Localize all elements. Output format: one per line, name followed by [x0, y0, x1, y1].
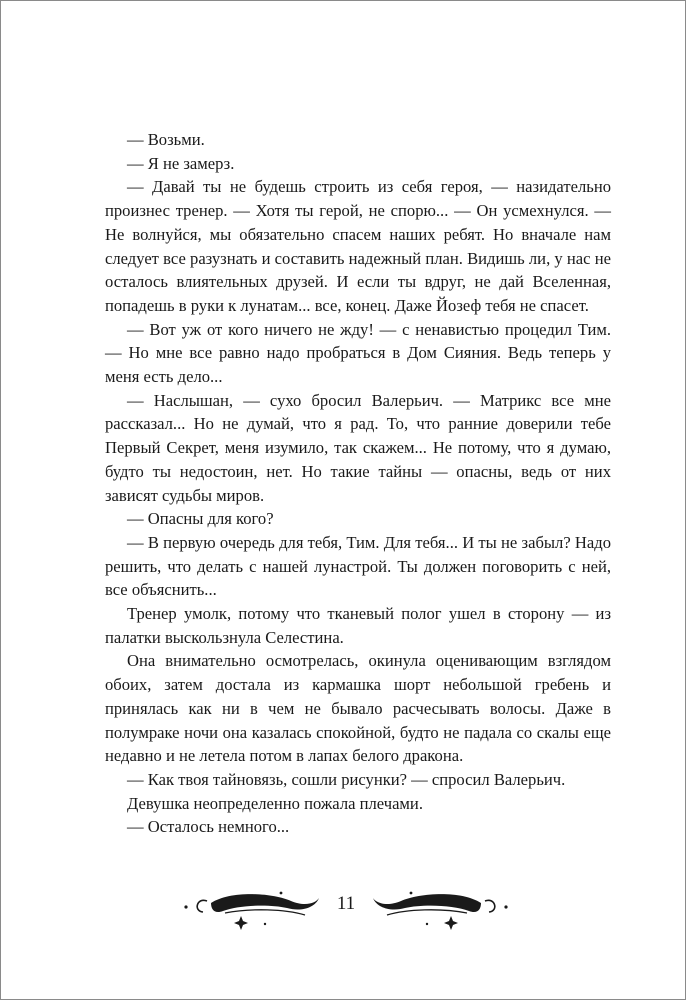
paragraph: — Опасны для кого? — [127, 509, 274, 529]
paragraph: — Вот уж от кого ничего не жду! — с ненавистью процедил Тим. — Но мне все равно надо пробраться в Дом Сияния. Ведь теперь у меня есть дело... — [105, 319, 611, 387]
paragraph: — Как твоя тайновязь, сошли рисунки? — спросил Валерьич. — [127, 769, 566, 789]
paragraph: Девушка неопределенно пожала плечами. — [127, 793, 423, 813]
left-flourish-ornament — [181, 881, 327, 931]
page-footer — [181, 881, 511, 931]
paragraph: Тренер умолк, потому что тканевый полог ушел в сторону — из палатки выскользнула Селестина. — [105, 604, 611, 647]
paragraph: — В первую очередь для тебя, Тим. Для тебя... И ты не забыл? Надо решить, что делать с нашей лунастрой. Ты должен поговорить с ней, все объяснить... — [105, 532, 611, 600]
page-text — [105, 128, 611, 839]
paragraph: — Давай ты не будешь строить из себя героя, — назидательно произнес тренер. — Хотя ты герой, не спорю... — Он усмехнулся. — Не волнуйся, мы обязательно спасем наших ребят. Но вначале нам следует все разузнать и составить надежный план. Видишь ли, у нас не осталось влиятельных друзей. И если ты вдруг, не дай Вселенная, попадешь в руки к лунатам... все, конец. Даже Йозеф тебя не спасет. — [105, 177, 611, 315]
paragraph: Она внимательно осмотрелась, окинула оценивающим взглядом обоих, затем достала из кармашка шорт небольшой гребень и принялась как ни в чем не бывало расчесывать волосы. Даже в полумраке ночи она казалась спокойной, будто не падала со скалы еще недавно и не летела потом в лапах белого дракона. — [105, 651, 611, 766]
paragraph: — Возьми. — [127, 130, 205, 149]
paragraph: — Осталось немного... — [127, 817, 290, 837]
paragraph: — Я не замерз. — [127, 153, 235, 173]
page-number: 11 — [336, 893, 356, 914]
right-flourish-ornament — [365, 881, 511, 931]
paragraph: — Наслышан, — сухо бросил Валерьич. — Матрикс все мне рассказал... Но не думай, что я рад. То, что ранние доверили тебе Первый Секрет, меня изумило, так скажем... Не потому, что я думаю, будто ты недостоин, нет. Но такие тайны — опасны, ведь от них зависят судьбы миров. — [105, 390, 611, 505]
